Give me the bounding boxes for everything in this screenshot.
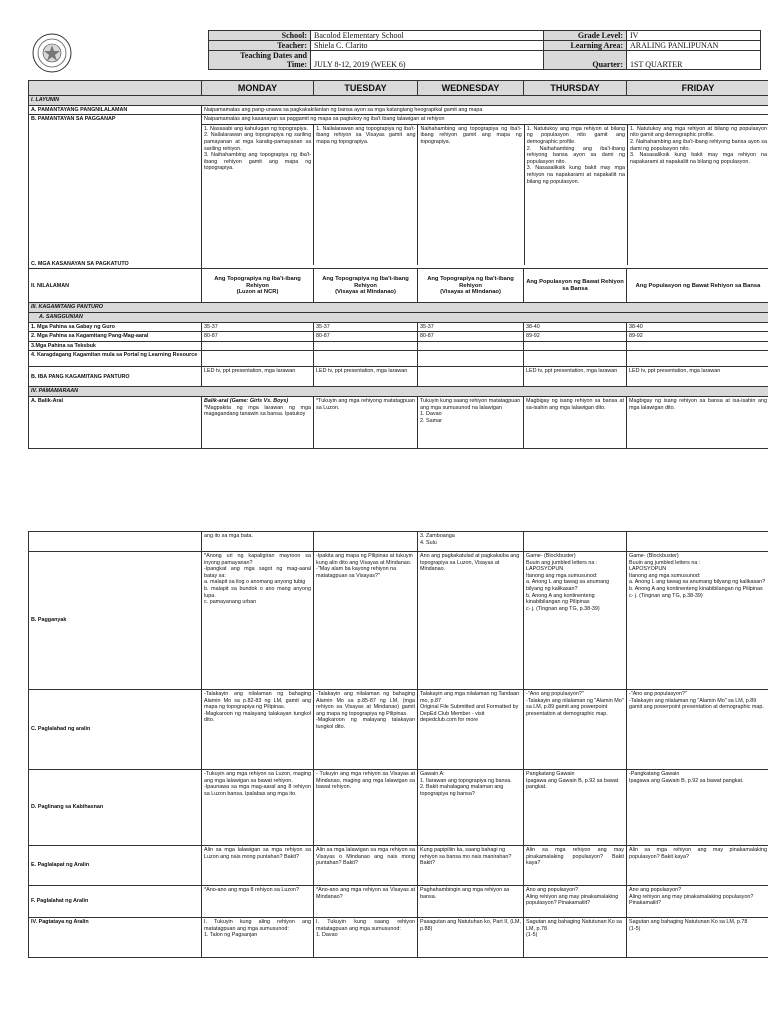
row-portal <box>29 351 768 367</box>
row-label: IV. Pagtataya ng Aralin <box>29 918 202 958</box>
row-pagganap <box>29 115 768 269</box>
section-title: III. KAGAMITANG PANTURO <box>29 303 768 313</box>
gabay-wed: 35-37 <box>418 322 524 332</box>
row-label: 3.Mga Pahina sa Teksbuk <box>29 341 202 351</box>
balik-aral-fri-cont <box>627 532 768 552</box>
section-pamamaraan <box>29 387 768 397</box>
row-label: A. PAMANTAYANG PANGNILALAMAN <box>29 105 202 115</box>
row-teksbuk <box>29 341 768 351</box>
row-label: E. Paglalapat ng Aralin <box>29 846 202 886</box>
kasanayan-thu: 1. Natutukoy ang mga rehiyon at bilang ng populasyon nito gamit ang demographic profile. 2. Naihahambing ang iba't-ibang rehiyong bansa ayon sa dami ng populasyon nito. 3. Nasasaliksik kung bakit may mga rehiyon na napakarami at napakaliit na bilang ng populasyon. <box>525 125 628 265</box>
portal-tue <box>314 351 418 367</box>
dll-table-page-2 <box>28 531 768 958</box>
row-label: D. Paglinang sa Kabihasnan <box>29 770 202 846</box>
learning-area-label: Learning Area: <box>544 41 627 51</box>
pagganap-text: Naipamamalas ang kasanayan sa paggamit ng mapa sa pagtukoy ng iba't ibang lalawigan at rehiyon <box>202 115 768 125</box>
iba-wed <box>418 367 524 387</box>
grade-level-value: IV <box>627 31 761 41</box>
row-paglalahat <box>29 886 768 918</box>
balik-aral-wed: Tukuyin kung saang rehiyon matatagpuan ang mga sumusunod na lalawigan 1. Davao 2. Samar <box>418 396 524 448</box>
pangmag-thu: 89-92 <box>524 332 627 342</box>
paglalahad-thu: -"Ano ang populasyon?" -Talakayin ang nilalaman ng "Alamin Mo" sa LM, p.89 gamit ang powerpoint presentation at demographic map. <box>524 690 627 770</box>
pagganap-block <box>202 115 768 269</box>
section-sanggunian <box>29 312 768 322</box>
balik-aral-text: *Magpakita ng mga larawan ng mga magagandang tanawin sa bansa. Ipatukoy <box>204 404 311 418</box>
pagtataya-tue: I. Tukuyin kung saang rehiyon matatagpuan ang mga sumusunod: 1. Davao <box>314 918 418 958</box>
kasanayan-wed: Naihahambing ang topograpiya ng iba't-ibang rehiyon gamit ang mapa ng topograpiya. <box>418 125 524 265</box>
pagganyak-thu: Game- (Blockbuster) Buuin ang jumbled letters na : LAPOSYOPUN Itanong ang mga sumusunod: a. Anong L ang tawag sa anumang bilyang ng kalikasan? b. Anong A ang kontinenteng kinabibilangan ng Pilipinas c- j. (Tingnan ang TG, p.38-39) <box>524 552 627 690</box>
row-label: C. Paglalahad ng aralin <box>29 690 202 770</box>
portal-mon <box>202 351 314 367</box>
row-pangnilalaman <box>29 105 768 115</box>
quarter-label: Quarter: <box>544 51 627 70</box>
paglalapat-wed: Kung papipiliin ka, saang bahagi ng rehiyon sa bansa mo nais manirahan? Bakit? <box>418 846 524 886</box>
row-paglinang <box>29 770 768 846</box>
paglalahat-wed: Paghahambingin ang mga rehiyon sa bansa. <box>418 886 524 918</box>
paglinang-tue: - Tukuyin ang mga rehiyon sa Visayas at Mindanao, maging ang mga lalawigan sa bawat rehiyon. <box>314 770 418 846</box>
pangnilalaman-text: Naipamamalas ang pang-unawa sa pagkakakilanlan ng bansa ayon sa mga katangiang heograpikal gamit ang mapa <box>202 105 768 115</box>
nilalaman-tue: Ang Topograpiya ng Iba't-ibang Rehiyon (Visayas at Mindanao) <box>314 269 418 303</box>
gabay-tue: 35-37 <box>314 322 418 332</box>
row-nilalaman <box>29 269 768 303</box>
balik-aral-thu-cont <box>524 532 627 552</box>
paglinang-mon: -Tukuyin ang mga rehiyon sa Luzon, maging ang mga lalawigan sa bawat rehiyon. -Ipaunawa sa mga mag-aaral ang 8 rehiyon sa Luzon bansa. Ipalabas ang mga ito. <box>202 770 314 846</box>
kasanayan-cells <box>202 125 768 265</box>
day-header: WEDNESDAY <box>418 81 524 96</box>
header-info-table <box>208 30 761 70</box>
paglalahad-fri: -"Ano ang populasyon?" -Talakayin ang nilalaman ng "Alamin Mo" sa LM, p.89 gamit ang powerpoint presentation at demographic map. <box>627 690 768 770</box>
row-balik-aral <box>29 396 768 448</box>
page-1 <box>0 0 768 470</box>
balik-aral-mon <box>202 396 314 448</box>
row-iba-pang-kagamitan <box>29 367 768 387</box>
paglalahat-mon: *Ano-ano ang mga 8 rehiyon sa Luzon? <box>202 886 314 918</box>
teksbuk-tue <box>314 341 418 351</box>
day-header: FRIDAY <box>627 81 768 96</box>
quarter-value: 1ST QUARTER <box>627 51 761 70</box>
balik-aral-wed-cont: 3. Zamboanga 4. Sulu <box>418 532 524 552</box>
pangmag-tue: 80-87 <box>314 332 418 342</box>
pagtataya-wed: Pasagutan ang Natutuhan ko, Part II, (LM, p.88) <box>418 918 524 958</box>
paglalahad-mon: -Talakayin ang nilalaman ng bahaging Alamin Mo sa p.82-83 ng LM, gamit ang mapa ng topograpiya ng Pilipinas. -Magkaroon ng malayang talakayan tungkol dito. <box>202 690 314 770</box>
paglalapat-thu: Alin sa mga rehiyon ang may pinakamalaking populasyon? Bakit kaya? <box>524 846 627 886</box>
corner-cell <box>29 81 202 96</box>
balik-aral-title: Balik-aral (Game: Girls Vs. Boys) <box>204 397 289 404</box>
teacher-label: Teacher: <box>209 41 311 51</box>
page-gap <box>0 470 768 525</box>
balik-aral-fri: Magbigay ng isang rehiyon sa bansa at isa-isahin ang mga lalawigan dito. <box>627 396 768 448</box>
pagtataya-fri: Sagutan ang bahaging Natutunan Ko sa LM, p.78 (1-5) <box>627 918 768 958</box>
paglalapat-mon: Alin sa mga lalawigan sa mga rehiyon sa Luzon ang nais mong puntahan? Bakit? <box>202 846 314 886</box>
school-label: School: <box>209 31 311 41</box>
row-label: B. PAMANTAYAN SA PAGGANAP C. MGA KASANAYAN SA PAGKATUTO <box>29 115 202 269</box>
gabay-mon: 35-37 <box>202 322 314 332</box>
portal-wed <box>418 351 524 367</box>
gabay-thu: 38-40 <box>524 322 627 332</box>
pagganyak-fri: Game- (Blockbuster) Buuin ang jumbled letters na : LAPOSYOPUN Itanong ang mga sumusunod: a. Anong L ang tawag sa anumang bilyang ng kalikasan? b. Anong A ang kontinenteng kinabibilangan ng Pilipinas c- j. (Tingnan ang TG, p.38-39) <box>627 552 768 690</box>
pangmag-fri: 89-92 <box>627 332 768 342</box>
nilalaman-thu: Ang Populasyon ng Bawat Rehiyon sa Bansa <box>524 269 627 303</box>
pangmag-mon: 80-87 <box>202 332 314 342</box>
iba-mon: LED tv, ppt presentation, mga larawan <box>202 367 314 387</box>
paglalahat-fri: Ano ang populasyon? Aling rehiyon ang may pinakamalaking populasyon? Pinakamaliit? <box>627 886 768 918</box>
teaching-dates-label: Teaching Dates and Time: <box>209 51 311 70</box>
nilalaman-fri: Ang Populasyon ng Bawat Rehiyon sa Bansa <box>627 269 768 303</box>
nilalaman-mon: Ang Topograpiya ng Iba't-ibang Rehiyon (Luzon at NCR) <box>202 269 314 303</box>
dll-table-page-1 <box>28 80 768 449</box>
balik-aral-mon-cont: ang ito sa mga bata. <box>202 532 314 552</box>
pagtataya-mon: I. Tukuyin kung aling rehiyon ang matatagpuan ang mga sumusunod: 1. Talon ng Pagsanjan <box>202 918 314 958</box>
paglinang-thu: Pangkatang Gawain Ipagawa ang Gawain B, p.92 sa bawat pangkat. <box>524 770 627 846</box>
grade-level-label: Grade Level: <box>544 31 627 41</box>
gabay-fri: 38-40 <box>627 322 768 332</box>
pangmag-wed: 80-87 <box>418 332 524 342</box>
row-pagganyak <box>29 552 768 690</box>
iba-thu: LED tv, ppt presentation, mga larawan <box>524 367 627 387</box>
day-header: THURSDAY <box>524 81 627 96</box>
iba-tue: LED tv, ppt presentation, mga larawan <box>314 367 418 387</box>
teacher-value: Shiela C. Clarito <box>311 41 544 51</box>
paglalapat-fri: Alin sa mga rehiyon ang may pinakamalaking populasyon? Bakit kaya? <box>627 846 768 886</box>
learning-area-value: ARALING PANLIPUNAN <box>627 41 761 51</box>
paglalahat-tue: *Ano-ano ang mga rehiyon sa Visayas at Mindanao? <box>314 886 418 918</box>
iba-fri: LED tv, ppt presentation, mga larawan <box>627 367 768 387</box>
paglalapat-tue: Alin sa mga lalawigan sa mga rehiyon sa Visayas o Mindanao ang nais mong puntahan? Bakit? <box>314 846 418 886</box>
kasanayan-fri: 1. Natutukoy ang mga rehiyon at bilang ng populasyon nito gamit ang demographic profile. 2. Naihahambing ang iba't-ibang rehiyong bansa ayon sa dami ng populasyon nito. 3. Nasasaliksik kung bakit may mga rehiyon na napakarami at napakaliit na bilang ng populasyon. <box>630 125 767 165</box>
teaching-dates-value: JULY 8-12, 2019 (WEEK 6) <box>311 51 544 70</box>
teksbuk-fri <box>627 341 768 351</box>
deped-seal-icon <box>32 33 72 73</box>
paglalahad-wed: Talakayin ang mga nilalaman ng Tandaan mo, p.87 Original File Submitted and Formatted by DepEd Club Member - visit depedclub.com for more <box>418 690 524 770</box>
balik-aral-tue-cont <box>314 532 418 552</box>
row-label: A. Balik-Aral <box>29 396 202 448</box>
row-label: II. NILALAMAN <box>29 269 202 303</box>
row-label: B. IBA PANG KAGAMITANG PANTURO <box>29 367 202 387</box>
row-pangmag <box>29 332 768 342</box>
row-gabay <box>29 322 768 332</box>
balik-aral-thu: Magbigay ng isang rehiyon sa bansa at sa-isahin ang mga lalawigan dito. <box>524 396 627 448</box>
pagganyak-wed: Ano ang pagkakatulad at pagkakaiba ang topograpiya sa Luzon, Visayas at Mindanao. <box>418 552 524 690</box>
kasanayan-tue: 1. Nailalarawan ang topograpiya ng iba't-ibang rehiyon sa Visayas gamit ang mapa ng topograpiya. <box>314 125 418 265</box>
pagganyak-mon: *Anong uri ng kapaligiran mayroon sa inyong pamayanan? -Ipangkat ang mga sagot ng mag-aaral batay sa: a. malapit sa ilog o anomang anyong tubig b. malapit sa bundok o ano mang anyong lupa. c. pamayanang urban <box>202 552 314 690</box>
row-balik-aral-cont <box>29 532 768 552</box>
row-label: 1. Mga Pahina sa Gabay ng Guro <box>29 322 202 332</box>
school-value: Bacolod Elementary School <box>311 31 544 41</box>
row-paglalapat <box>29 846 768 886</box>
section-kagamitan <box>29 303 768 313</box>
section-title: A. SANGGUNIAN <box>29 312 768 322</box>
portal-thu <box>524 351 627 367</box>
kasanayan-mon: 1. Nasasabi ang kahulugan ng topograpiya. 2. Nailalarawan ang topograpiya ng sariling pamayanan at mga karatig-pamayanan sa sariling rehiyon. 3. Naihahambing ang topograpiya ng iba't-ibang rehiyon gamit ang mapa ng topograpiya. <box>202 125 314 265</box>
paglinang-wed: Gawain A: 1. Ilarawan ang topograpiya ng bansa. 2. Bakit mahalagang malaman ang topograpiya ng bansa? <box>418 770 524 846</box>
portal-fri <box>627 351 768 367</box>
row-paglalahad <box>29 690 768 770</box>
teksbuk-thu <box>524 341 627 351</box>
nilalaman-wed: Ang Topograpiya ng Iba't-ibang Rehiyon (Visayas at Mindanao) <box>418 269 524 303</box>
pagganyak-tue: -Ipakita ang mapa ng Pilipinas at tukuyin kung alin dito ang Visayas at Mindanao. -"May alam ba kayong rehiyon na matatagpuan sa Visayas?" <box>314 552 418 690</box>
day-header: MONDAY <box>202 81 314 96</box>
balik-aral-tue: *Tukuyin ang mga rehiyong matatagpuan sa Luzon. <box>314 396 418 448</box>
row-label: B. Pagganyak <box>29 552 202 690</box>
teksbuk-mon <box>202 341 314 351</box>
paglalahat-thu: Ano ang populasyon? Aling rehiyon ang may pinakamalaking populasyon? Pinakamaliit? <box>524 886 627 918</box>
row-label: 4. Karagdagang Kagamitan mula sa Portal ng Learning Resource <box>29 351 202 367</box>
section-title: I. LAYUNIN <box>29 96 768 106</box>
row-label: 2. Mga Pahina sa Kagamitang Pang-Mag-aaral <box>29 332 202 342</box>
day-header: TUESDAY <box>314 81 418 96</box>
section-title: IV. PAMAMARAAN <box>29 387 768 397</box>
pagtataya-thu: Sagutan ang bahaging Natutunan Ko sa LM, p.78 (1-5) <box>524 918 627 958</box>
row-label <box>29 532 202 552</box>
teksbuk-wed <box>418 341 524 351</box>
paglinang-fri: -Pangkatang Gawain Ipagawa ang Gawain B, p.92 sa bawat pangkat. <box>627 770 768 846</box>
row-pagtataya <box>29 918 768 958</box>
day-header-row <box>29 81 768 96</box>
section-layunin <box>29 96 768 106</box>
paglalahad-tue: -Talakayin ang nilalaman ng bahaging Alamin Mo sa p.85-87 ng LM, (mga rehiyon sa Visayas at Mindanao) gamit ang mapa ng topograpiya ng Pilipinas. -Magkaroon ng malayang talakayan tungkol dito. <box>314 690 418 770</box>
row-label: F. Paglalahat ng Aralin <box>29 886 202 918</box>
